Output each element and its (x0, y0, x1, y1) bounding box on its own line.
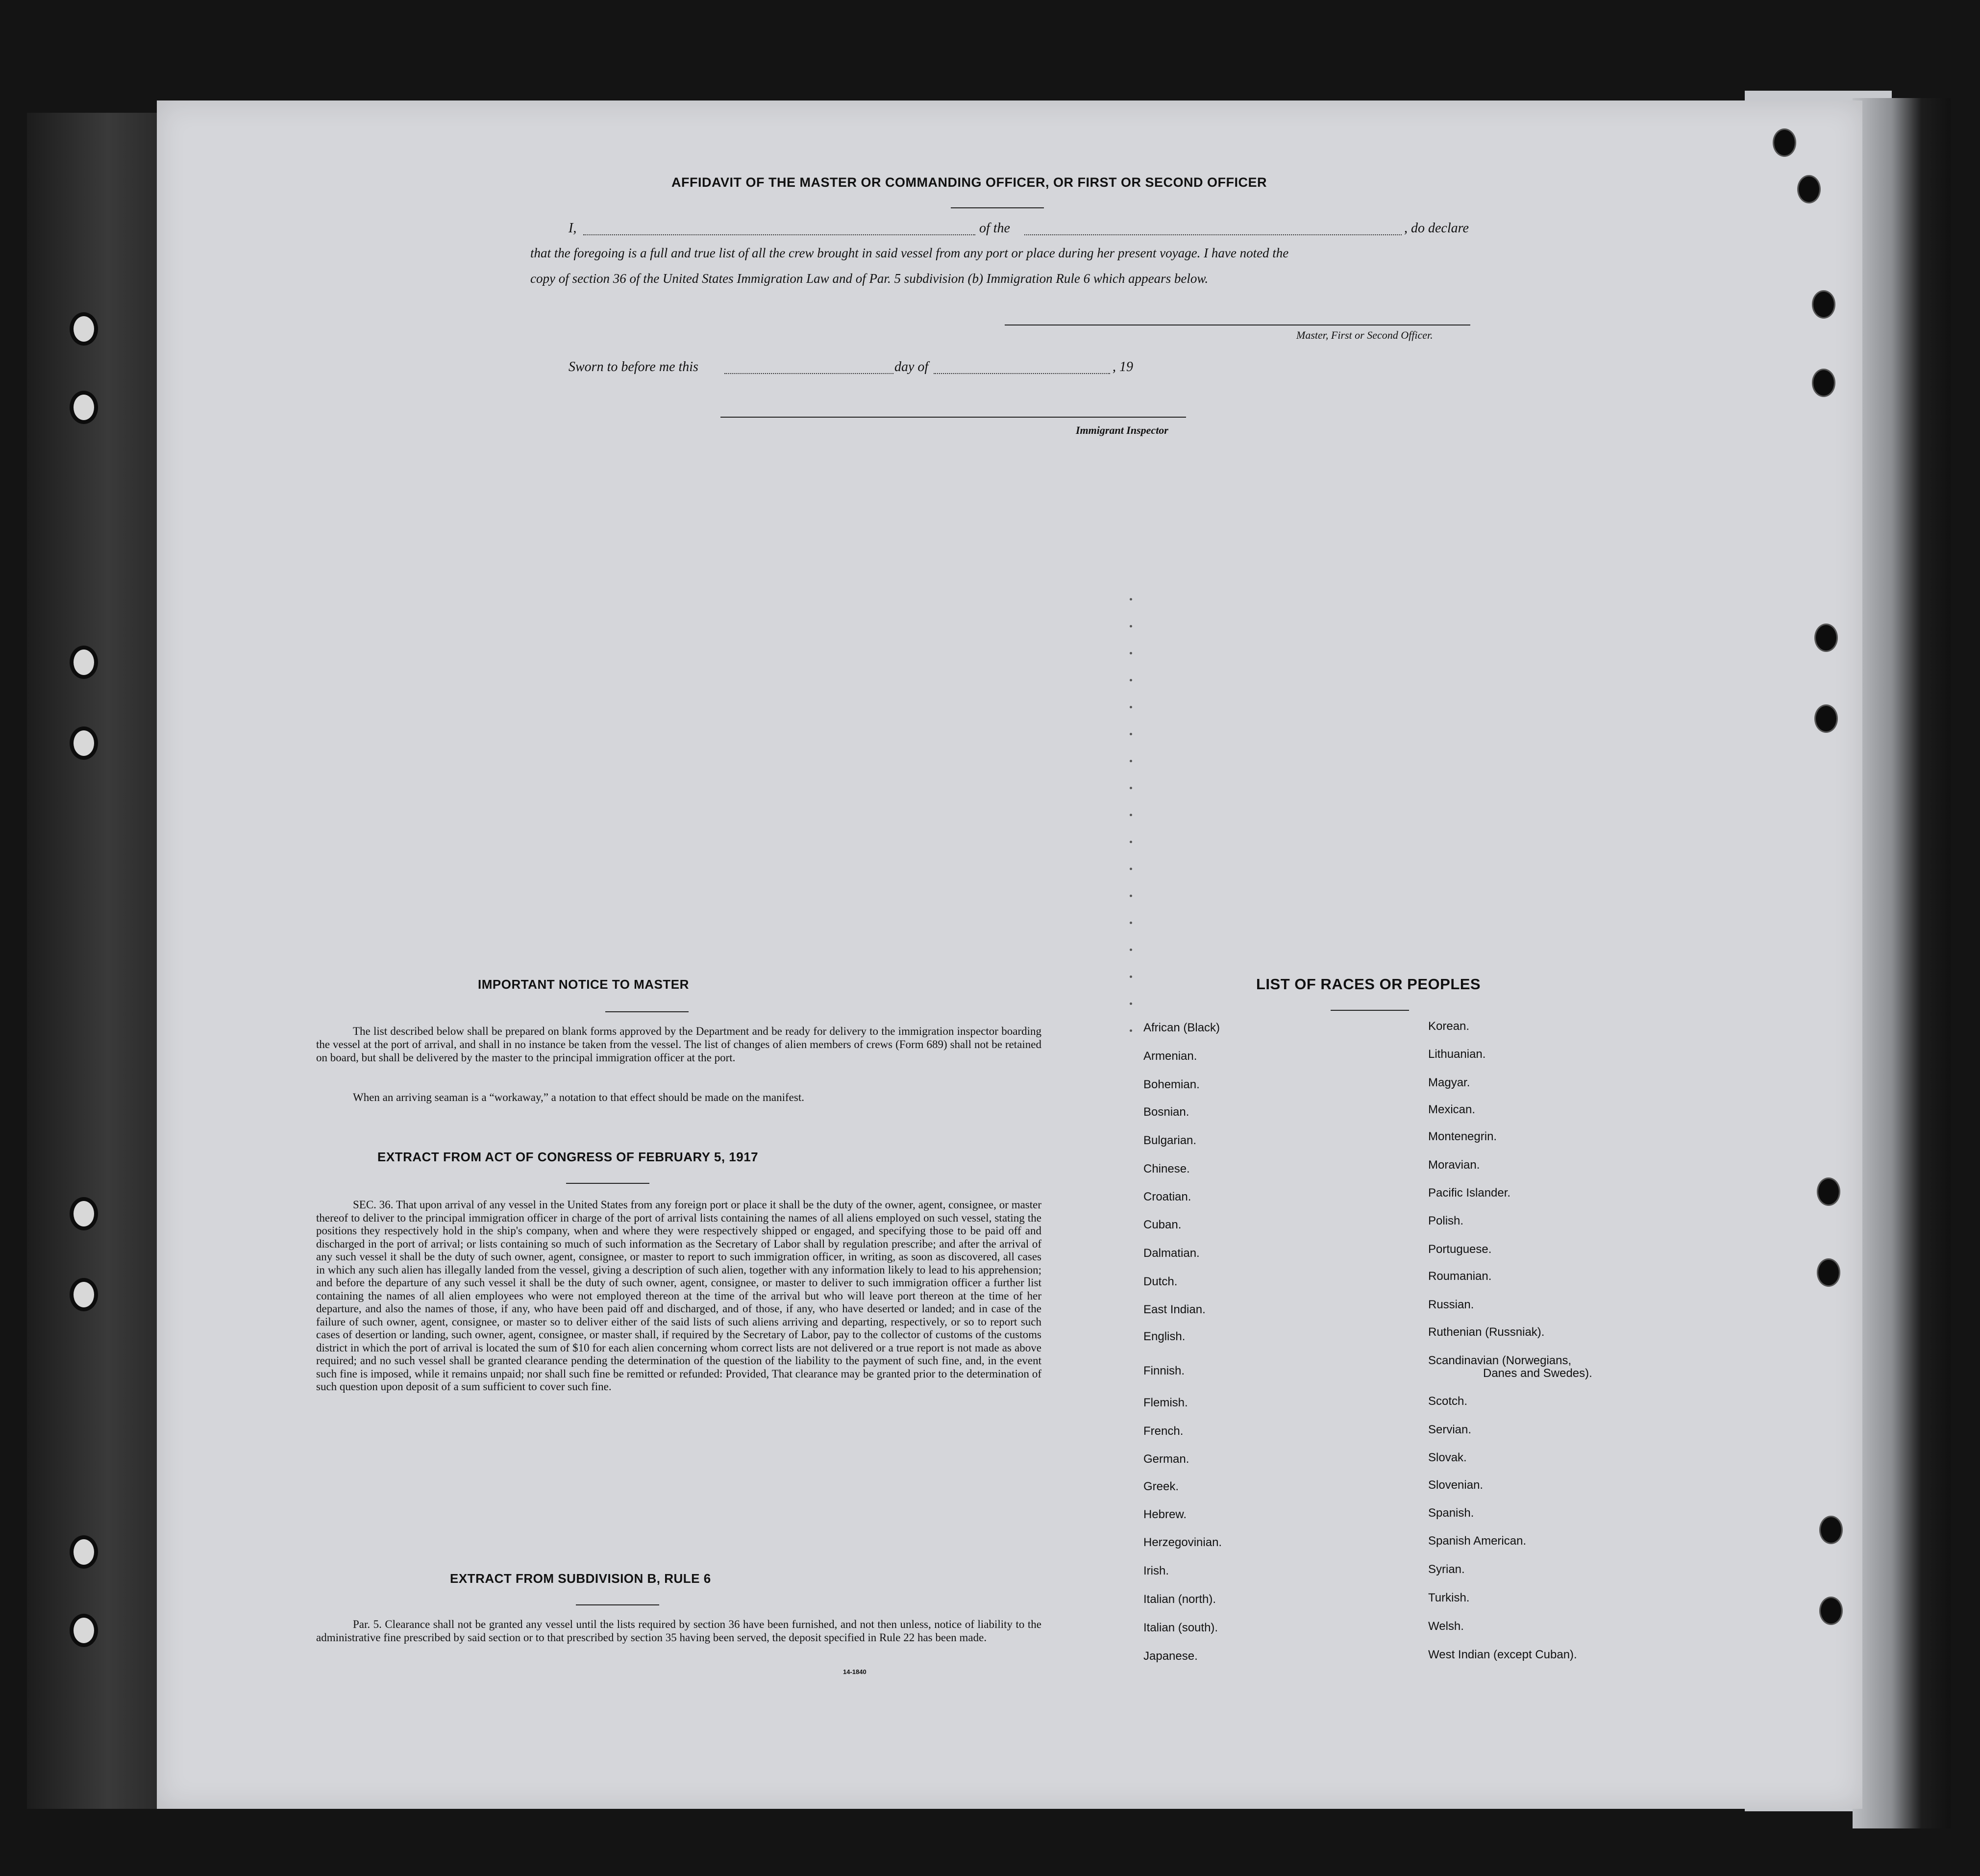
race-item: Portuguese. (1428, 1243, 1492, 1256)
scan-right-margin (1853, 98, 1951, 1828)
binder-hole-left (74, 316, 94, 342)
race-item: Russian. (1428, 1298, 1474, 1311)
notice-paragraph-1: The list described below shall be prepared on blank forms approved by the Department and be ready for delivery to the immigration inspector boarding the vessel at the port of arrival, and shall in no instance be taken from the vessel. The list of changes of alien members of crews (Form 689) shall not be retained on board, but shall be delivered by the master to the principal immigration officer at the port. (316, 1025, 1041, 1064)
binder-hole-right (1816, 706, 1836, 731)
bleed-mark (1130, 706, 1132, 708)
race-item: Spanish American. (1428, 1534, 1527, 1548)
race-item: Ruthenian (Russniak). (1428, 1326, 1545, 1339)
race-item: Montenegrin. (1428, 1130, 1497, 1143)
race-item: Korean. (1428, 1020, 1470, 1033)
race-item: Greek. (1143, 1480, 1179, 1493)
inspector-caption: Immigrant Inspector (1076, 424, 1168, 436)
sworn-prefix: Sworn to before me this (569, 359, 698, 375)
race-item: Lithuanian. (1428, 1048, 1486, 1061)
race-item: Chinese. (1143, 1162, 1190, 1176)
binder-hole-left (74, 1282, 94, 1307)
race-item: Moravian. (1428, 1158, 1480, 1172)
bleed-mark (1130, 1029, 1132, 1032)
binder-hole-left (74, 1618, 94, 1643)
notice-paragraph-2: When an arriving seaman is a “workaway,” a notation to that effect should be made on the manifest. (353, 1091, 804, 1103)
race-item: Mexican. (1428, 1103, 1476, 1116)
race-item: Pacific Islander. (1428, 1186, 1511, 1200)
race-item: Flemish. (1143, 1396, 1188, 1409)
binder-hole-left (74, 650, 94, 675)
binder-hole-left (74, 730, 94, 756)
race-item: Bosnian. (1143, 1105, 1189, 1119)
race-item: Armenian. (1143, 1050, 1197, 1063)
scan-left-margin (27, 113, 162, 1809)
declare-label: , do declare (1404, 221, 1469, 236)
bleed-mark (1130, 760, 1132, 762)
bleed-mark (1130, 733, 1132, 735)
bleed-mark (1130, 1002, 1132, 1005)
race-item: Croatian. (1143, 1190, 1191, 1203)
binder-hole-right (1818, 1260, 1839, 1285)
affidavit-line-1 (569, 221, 1480, 238)
race-item: Italian (south). (1143, 1621, 1218, 1634)
act-title: EXTRACT FROM ACT OF CONGRESS OF FEBRUARY 5, 1917 (377, 1150, 759, 1164)
race-item: Slovak. (1428, 1451, 1467, 1464)
day-of-label: day of (894, 359, 929, 375)
rule-title: EXTRACT FROM SUBDIVISION B, RULE 6 (450, 1571, 711, 1586)
form-page (157, 100, 1862, 1809)
rule-underline (576, 1604, 659, 1605)
binder-hole-right (1774, 130, 1795, 155)
bleed-mark (1130, 841, 1132, 843)
notice-title: IMPORTANT NOTICE TO MASTER (478, 977, 689, 992)
binder-hole-right (1821, 1598, 1841, 1624)
bleed-mark (1130, 625, 1132, 627)
bleed-mark (1130, 787, 1132, 789)
sworn-day-field[interactable] (724, 373, 893, 374)
race-item: Dalmatian. (1143, 1247, 1200, 1260)
race-item: Turkish. (1428, 1591, 1470, 1604)
sworn-line (569, 359, 1255, 377)
sworn-year-label: , 19 (1113, 359, 1133, 375)
binder-hole-left (74, 1539, 94, 1565)
race-item: Syrian. (1428, 1563, 1465, 1576)
declarant-name-field[interactable] (583, 234, 975, 235)
race-item: Slovenian. (1428, 1478, 1484, 1492)
affidavit-title: AFFIDAVIT OF THE MASTER OR COMMANDING OFFICER, OR FIRST OR SECOND OFFICER (671, 175, 1267, 190)
race-item: Irish. (1143, 1564, 1169, 1577)
title-underline (951, 207, 1044, 208)
race-item: Herzegovinian. (1143, 1536, 1222, 1549)
race-item: African (Black) (1143, 1021, 1220, 1034)
race-item: Roumanian. (1428, 1270, 1492, 1283)
vessel-name-field[interactable] (1024, 234, 1402, 235)
race-item: Bulgarian. (1143, 1134, 1197, 1147)
binder-hole-right (1821, 1517, 1841, 1543)
race-item: Danes and Swedes). (1483, 1367, 1592, 1380)
binder-hole-right (1816, 625, 1836, 650)
bleed-mark (1130, 868, 1132, 870)
race-item: Servian. (1428, 1423, 1472, 1436)
bleed-mark (1130, 598, 1132, 600)
races-title: LIST OF RACES OR PEOPLES (1256, 976, 1481, 993)
race-item: Dutch. (1143, 1275, 1178, 1288)
race-item: Finnish. (1143, 1364, 1185, 1377)
binder-hole-left (74, 395, 94, 420)
master-signature-caption: Master, First or Second Officer. (1296, 329, 1433, 341)
declarant-prefix: I, (569, 221, 577, 236)
form-number: 14-1840 (843, 1668, 866, 1676)
bleed-mark (1130, 679, 1132, 681)
affidavit-line-2: that the foregoing is a full and true list of all the crew brought in said vessel from any port or place during her present voyage. I have noted the (530, 246, 1289, 260)
bleed-mark (1130, 895, 1132, 897)
race-item: Japanese. (1143, 1650, 1198, 1663)
race-item: Magyar. (1428, 1076, 1470, 1089)
bleed-mark (1130, 949, 1132, 951)
binder-hole-left (74, 1201, 94, 1226)
race-item: Italian (north). (1143, 1593, 1216, 1606)
race-item: Scotch. (1428, 1395, 1468, 1408)
bleed-mark (1130, 976, 1132, 978)
race-item: Polish. (1428, 1214, 1464, 1227)
race-item: English. (1143, 1330, 1186, 1343)
act-section-36-text: SEC. 36. That upon arrival of any vessel in the United States from any foreign port or place it shall be the duty of the owner, agent, consignee, or master thereof to deliver to the principal immigration officer in charge of the port of arrival lists containing the names of all aliens employed on such vessel, stating the positions they respectively hold in the ship's company, when and where they were respectively shipped or engaged, and specifying those to be paid off and discharged in the port of arrival; or lists containing so much of such information as the Secretary of Labor shall by regulation prescribe; and after the arrival of any such vessel it shall be the duty of such owner, agent, consignee, or master to report to such immigration officer, in writing, as soon as discovered, all cases in which any such alien has illegally landed from the vessel, giving a description of such alien, together with any information likely to lead to his apprehension; and before the departure of any such vessel it shall be the duty of such owner, agent, consignee, or master to deliver to such immigration officer a further list containing the names of all alien employees who were not employed thereon at the time of the arrival but who will leave port thereon at the time of her departure, and also the names of those, if any, who have been paid off and discharged, and of those, if any, who have deserted or landed; and in case of the failure of such owner, agent, consignee, or master so to deliver either of the said lists of such aliens arriving and departing, respectively, or so to report such cases of desertion or landing, such owner, agent, consignee, or master shall, if required by the Secretary of Labor, pay to the collector of customs of the customs district in which the port of arrival is located the sum of $10 for each alien concerning whom correct lists are not delivered or a true report is not made as above required; and no such vessel shall be granted clearance pending the determination of the question of the liability to the payment of such fine, and, in the event such fine is imposed, while it remains unpaid; nor shall such fine be remitted or refunded: Provided, That clearance may be granted prior to the determination of such question upon deposit of a sum sufficient to cover such fine. (316, 1199, 1041, 1393)
sworn-month-field[interactable] (934, 373, 1110, 374)
of-the-label: of the (979, 221, 1010, 236)
binder-hole-right (1813, 370, 1834, 396)
binder-hole-right (1818, 1179, 1839, 1204)
race-item: German. (1143, 1452, 1189, 1466)
race-item: Cuban. (1143, 1218, 1182, 1231)
races-underline (1331, 1010, 1409, 1011)
race-item: Welsh. (1428, 1620, 1464, 1633)
race-item: Bohemian. (1143, 1078, 1200, 1091)
binder-hole-right (1799, 176, 1819, 202)
binder-hole-right (1813, 292, 1834, 317)
inspector-signature-line[interactable] (720, 417, 1186, 418)
race-item: East Indian. (1143, 1303, 1206, 1316)
bleed-mark (1130, 652, 1132, 654)
affidavit-line-3: copy of section 36 of the United States Immigration Law and of Par. 5 subdivision (b) Immigration Rule 6 which appears below. (530, 271, 1209, 286)
notice-underline (605, 1011, 689, 1012)
race-item: French. (1143, 1425, 1184, 1438)
race-item: Hebrew. (1143, 1508, 1187, 1521)
rule-paragraph-5-text: Par. 5. Clearance shall not be granted any vessel until the lists required by section 36 have been furnished, and not then unless, notice of liability to the administrative fine prescribed by said section or to that prescribed by section 35 having been served, the deposit specified in Rule 22 has been made. (316, 1618, 1041, 1644)
race-item: West Indian (except Cuban). (1428, 1648, 1577, 1661)
bleed-mark (1130, 814, 1132, 816)
race-item: Spanish. (1428, 1506, 1474, 1520)
race-item: Scandinavian (Norwegians, (1428, 1354, 1572, 1367)
act-underline (566, 1183, 649, 1184)
bleed-mark (1130, 922, 1132, 924)
